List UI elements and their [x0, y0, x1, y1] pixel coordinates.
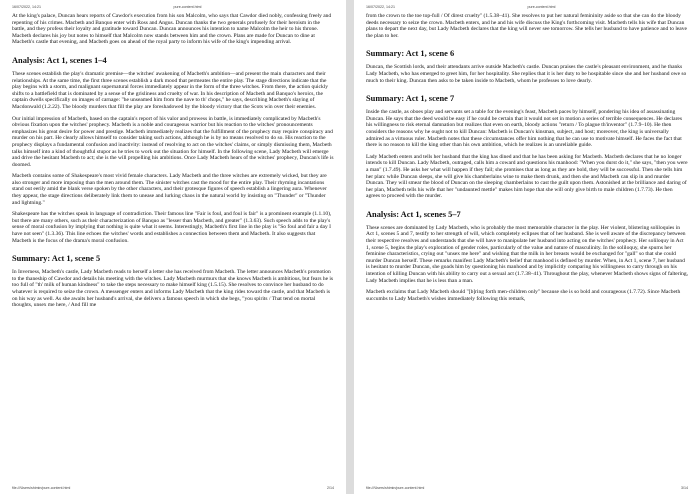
footer-page-number: 3/14 [681, 486, 688, 490]
paragraph: These scenes establish the play's dramatic premise—the witches' awakening of Macbeth's ambition—and present the main characters and their relationships. At the same time, the first three scenes establish a dark mood that permeates the entire play. The stage directions indicate that the play begins with a storm, and malignant supernatural forces immediately appear in the form of the three witches. From there, the action quickly shifts to a battlefield that is dominated by a sense of the grisliness and cruelty of war. In his description of Macbeth and Banquo's heroics, the captain dwells specifically on images of carnage: "he unseamed him from the nave to th' chops," he says, describing Macbeth's slaying of Macdonwald (1.2.22). The bloody murders that fill the play are foreshadowed by the bloody victory that the Scots win over their enemies. [12, 70, 329, 110]
section-heading: Analysis: Act 1, scenes 1–4 [12, 55, 107, 65]
paragraph: Our initial impression of Macbeth, based on the captain's report of his valor and prowess in battle, is immediately complicated by Macbeth's obvious fixation upon the witches' prophecy. Macbeth is a noble and courageous warrior but his reaction to the witches' pronouncements emphasizes his great desire for power and prestige. Macbeth immediately realizes that the fulfillment of the prophecy may require conspiracy and murder on his part. He clearly allows himself to consider taking such actions, although he is by no means resolved to do so. His reaction to the prophecy displays a fundamental confusion and inactivity: instead of resolving to act on the witches' claims, or simply dismissing them, Macbeth talks himself into a kind of thoughtful stupor as he tries to work out the situation for himself. In the following scene, Lady Macbeth will emerge and drive the hesitant Macbeth to act; she is the will propelling his ambitions. Once Lady Macbeth hears of the witches' prophecy, Duncan's life is doomed. [12, 115, 334, 168]
page-footer [12, 486, 334, 490]
footer-path: file:///Users/shimin/pure-content.html [366, 486, 425, 490]
section-heading: Summary: Act 1, scene 5 [12, 254, 101, 264]
paragraph: from the crown to the toe top-full / Of direst cruelty" (1.5.38–41). She resolves to put her natural femininity aside so that she can do the bloody deeds necessary to seize the crown. Macbeth enters, and he and his wife discuss the King's forthcoming visit. Macbeth tells his wife that Duncan plans to depart the next day, but Lady Macbeth declares that the king will never see tomorrow. She tells her husband to have patience and to leave the plan to her. [366, 13, 687, 39]
paragraph: Shakespeare has the witches speak in language of contradiction. Their famous line "Fair is foul, and foul is fair" is a prominent example (1.1.10), but there are many others, such as their characterization of Banquo as "lesser than Macbeth, and greater" (1.3.63). Such speech adds to the play's sense of moral confusion by implying that nothing is quite what it seems. Interestingly, Macbeth's first line in the play is "So foul and fair a day I have not seen" (1.3.36). This line echoes the witches' words and establishes a connection between them and Macbeth. It also suggests that Macbeth is the focus of the drama's moral confusion. [12, 211, 332, 244]
paragraph: At the king's palace, Duncan hears reports of Cawdor's execution from his son Malcolm, who says that Cawdor died nobly, confessing freely and repenting of his crimes. Macbeth and Banquo enter with Ross and Angus. Duncan thanks the two generals profusely for their heroism in the battle, and they profess their loyalty and gratitude toward Duncan. Duncan announces his intention to name Malcolm the heir to his throne. Macbeth declares his joy but notes to himself that Malcolm now stands between him and the crown. Plans are made for Duncan to dine at Macbeth's castle that evening, and Macbeth goes on ahead of the royal party to inform his wife of the king's impending arrival. [12, 13, 332, 46]
section-heading: Analysis: Act 1, scenes 5–7 [366, 209, 461, 219]
paragraph: These scenes are dominated by Lady Macbeth, who is probably the most memorable character in the play. Her violent, blistering soliloquies in Act 1, scenes 5 and 7, testify to her strength of will, which completely eclipses that of her husband. She is well aware of the discrepancy between their respective resolves and understands that she will have to manipulate her husband into acting on the witches' prophecy. Her soliloquy in Act 1, scene 5, begins the play's exploration of gender roles, particularly of the value and nature of masculinity. In the soliloquy, she spurns her feminine characteristics, crying out "unsex me here" and wishing that the milk in her breasts would be exchanged for "gall" so that she could murder Duncan herself. These remarks manifest Lady Macbeth's belief that manhood is defined by murder. When, in Act 1, scene 7, her husband is hesitant to murder Duncan, she goads him by questioning his manhood and by implicitly comparing his willingness to carry through on his intention of killing Duncan with his ability to carry out a sexual act (1.7.38–41). Throughout the play, whenever Macbeth shows signs of faltering, Lady Macbeth implies that he is less than a man. [366, 224, 688, 284]
paragraph: Duncan, the Scottish lords, and their attendants arrive outside Macbeth's castle. Duncan praises the castle's pleasant environment, and he thanks Lady Macbeth, who has emerged to greet him, for her hospitality. She replies that it is her duty to be hospitable since she and her husband owe so much to their king. Duncan then asks to be taken inside to Macbeth, whom he professes to love dearly. [366, 64, 687, 84]
paragraph: In Inverness, Macbeth's castle, Lady Macbeth reads to herself a letter she has received from Macbeth. The letter announces Macbeth's promotion to the thaneship of Cawdor and details his meeting with the witches. Lady Macbeth murmurs that she knows Macbeth is ambitious, but fears he is too full of "th' milk of human kindness" to take the steps necessary to make himself king (1.5.15). She resolves to convince her husband to do whatever is required to seize the crown. A messenger enters and informs Lady Macbeth that the king rides toward the castle, and that Macbeth is on his way as well. As she awaits her husband's arrival, she delivers a famous speech in which she begs, "you spirits / That tend on mortal thoughts, unsex me here, / And fill me [12, 269, 334, 309]
header-date: 16/07/2022, 14:21 [366, 5, 395, 9]
left-page [0, 0, 346, 494]
page-header [366, 5, 688, 9]
page-header [12, 5, 334, 9]
header-title: pure-content.html [173, 5, 202, 9]
section-heading: Summary: Act 1, scene 6 [366, 49, 455, 59]
section-heading: Summary: Act 1, scene 7 [366, 94, 455, 104]
paragraph: Inside the castle, as oboes play and servants set a table for the evening's feast, Macbeth paces by himself, pondering his idea of assassinating Duncan. He says that the deed would be easy if he could be certain that it would not set in motion a series of terrible consequences. He declares his willingness to risk eternal damnation but realizes that even on earth, bloody actions "return / To plague th'inventor" (1.7.9–10). He then considers the reasons why he ought not to kill Duncan: Macbeth is Duncan's kinsman, subject, and host; moreover, the king is universally admired as a virtuous ruler. Macbeth notes that these circumstances offer him nothing that he can use to motivate himself. He faces the fact that there is no reason to kill the king other than his own ambition, which he realizes is an unreliable guide. [366, 109, 682, 149]
footer-page-number: 2/14 [327, 486, 334, 490]
footer-path: file:///Users/shimin/pure-content.html [12, 486, 71, 490]
paragraph: Macbeth exclaims that Lady Macbeth should "[b]ring forth men-children only" because she is so bold and courageous (1.7.72). Since Macbeth succumbs to Lady Macbeth's wishes immediately following this remark, [366, 289, 681, 302]
header-date: 16/07/2022, 14:21 [12, 5, 41, 9]
header-title: pure-content.html [527, 5, 556, 9]
right-page [354, 0, 700, 494]
page-footer [366, 486, 688, 490]
paragraph: Macbeth contains some of Shakespeare's most vivid female characters. Lady Macbeth and the three witches are extremely wicked, but they are also stronger and more imposing than the men around them. The sinister witches cast the mood for the entire play. Their rhyming incantations stand out eerily amid the blank verse spoken by the other characters, and their grotesque figures of speech establish a lingering aura. Whenever they appear, the stage directions deliberately link them to unease and lurking chaos in the natural world by insisting on "Thunder" or "Thunder and lightning." [12, 173, 327, 206]
paragraph: Lady Macbeth enters and tells her husband that the king has dined and that he has been asking for Macbeth. Macbeth declares that he no longer intends to kill Duncan. Lady Macbeth, outraged, calls him a coward and questions his manhood: "When you durst do it," she says, "then you were a man" (1.7.49). He asks her what will happen if they fail; she promises that as long as they are bold, they will be successful. Then she tells him her plan: while Duncan sleeps, she will give his chamberlains wine to make them drunk, and then she and Macbeth can slip in and murder Duncan. They will smear the blood of Duncan on the sleeping chamberlains to cast the guilt upon them. Astonished at the brilliance and daring of her plan, Macbeth tells his wife that her "undaunted mettle" makes him hope that she will only give birth to male children (1.7.73). He then agrees to proceed with the murder. [366, 153, 688, 200]
